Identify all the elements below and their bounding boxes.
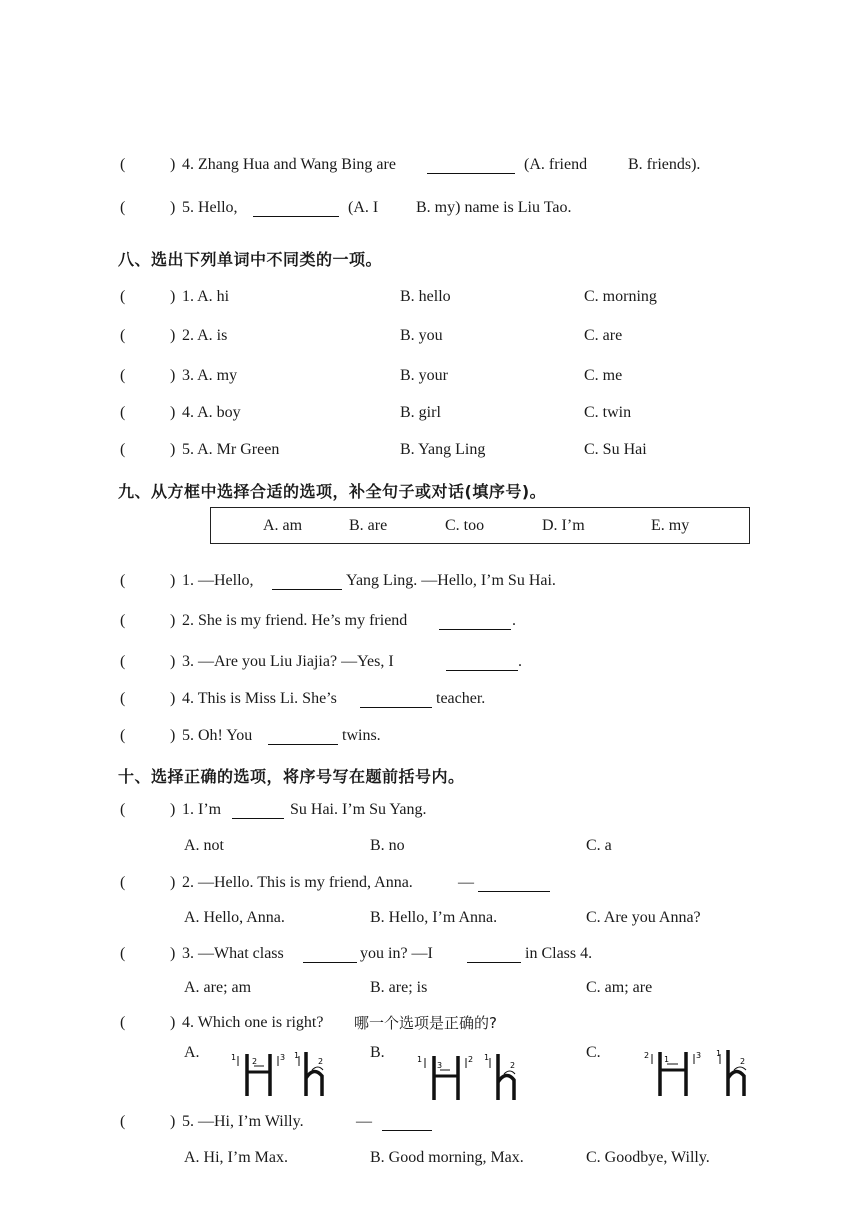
word-bank-option: C. too — [445, 517, 485, 534]
svg-text:1: 1 — [231, 1053, 237, 1062]
answer-paren-close: ) — [170, 1014, 176, 1031]
answer-blank[interactable] — [360, 691, 432, 708]
answer-blank[interactable] — [478, 875, 550, 892]
svg-text:2: 2 — [318, 1057, 324, 1066]
answer-paren-open: ( — [120, 653, 126, 670]
svg-text:1: 1 — [417, 1055, 423, 1064]
option-a: 3. A. my — [182, 367, 238, 384]
answer-blank[interactable] — [253, 200, 339, 217]
answer-paren-close: ) — [170, 367, 176, 384]
answer-paren-open: ( — [120, 690, 126, 707]
answer-paren-close: ) — [170, 1113, 176, 1130]
question-text: Su Hai. I’m Su Yang. — [290, 801, 427, 818]
answer-paren-close: ) — [170, 156, 176, 173]
answer-paren-close: ) — [170, 612, 176, 629]
letter-hh-stroke-figure-c — [640, 1046, 755, 1102]
option-c: C. Su Hai — [584, 441, 647, 458]
word-bank-option: B. are — [349, 517, 388, 534]
answer-blank[interactable] — [467, 946, 521, 963]
question-text: 3. —What class — [182, 945, 284, 962]
answer-paren-open: ( — [120, 404, 126, 421]
answer-paren-open: ( — [120, 801, 126, 818]
option-a: (A. I — [348, 199, 379, 216]
word-bank-box — [210, 507, 750, 544]
question-text: . — [518, 653, 522, 670]
answer-paren-close: ) — [170, 874, 176, 891]
answer-blank[interactable] — [268, 728, 338, 745]
answer-blank[interactable] — [382, 1114, 432, 1131]
option-a: A. Hi, I’m Max. — [184, 1149, 288, 1166]
question-text-cn: 哪一个选项是正确的? — [354, 1014, 497, 1032]
answer-paren-close: ) — [170, 327, 176, 344]
svg-text:3: 3 — [437, 1061, 443, 1070]
answer-paren-open: ( — [120, 327, 126, 344]
svg-text:2: 2 — [468, 1055, 474, 1064]
section-title: 十、选择正确的选项，将序号写在题前括号内。 — [118, 767, 465, 786]
option-a: 4. A. boy — [182, 404, 241, 421]
option-c: C. Goodbye, Willy. — [586, 1149, 710, 1166]
question-text: 5. —Hi, I’m Willy. — [182, 1113, 304, 1130]
question-text: in Class 4. — [525, 945, 593, 962]
section-title: 八、选出下列单词中不同类的一项。 — [118, 250, 383, 269]
answer-paren-close: ) — [170, 690, 176, 707]
answer-paren-open: ( — [120, 1014, 126, 1031]
answer-blank[interactable] — [427, 157, 515, 174]
option-b: B. girl — [400, 404, 441, 421]
option-a: A. are; am — [184, 979, 252, 996]
option-b: B. your — [400, 367, 448, 384]
dash: — — [458, 874, 474, 891]
question-text: Yang Ling. —Hello, I’m Su Hai. — [346, 572, 556, 589]
question-text: teacher. — [436, 690, 486, 707]
option-b: B. you — [400, 327, 443, 344]
option-b: B. Yang Ling — [400, 441, 486, 458]
question-text: 2. —Hello. This is my friend, Anna. — [182, 874, 413, 891]
question-text: 4. This is Miss Li. She’s — [182, 690, 337, 707]
option-c: C. Are you Anna? — [586, 909, 701, 926]
answer-paren-open: ( — [120, 727, 126, 744]
question-text: twins. — [342, 727, 381, 744]
svg-text:1: 1 — [484, 1053, 490, 1062]
answer-paren-close: ) — [170, 199, 176, 216]
svg-text:2: 2 — [740, 1057, 746, 1066]
svg-text:1: 1 — [716, 1049, 722, 1058]
question-text: 4. Which one is right? — [182, 1014, 324, 1031]
option-c: C. me — [584, 367, 623, 384]
option-c: C. twin — [584, 404, 632, 421]
answer-paren-open: ( — [120, 1113, 126, 1130]
answer-paren-open: ( — [120, 199, 126, 216]
option-a: 2. A. is — [182, 327, 228, 344]
svg-text:2: 2 — [510, 1061, 516, 1070]
question-text: 5. Oh! You — [182, 727, 253, 744]
answer-blank[interactable] — [272, 573, 342, 590]
option-b: B. no — [370, 837, 405, 854]
answer-paren-close: ) — [170, 288, 176, 305]
option-c: C. — [586, 1044, 601, 1061]
option-b: B. Good morning, Max. — [370, 1149, 524, 1166]
option-c: C. am; are — [586, 979, 653, 996]
option-a: A. not — [184, 837, 224, 854]
answer-paren-open: ( — [120, 367, 126, 384]
answer-paren-close: ) — [170, 945, 176, 962]
word-bank-option: E. my — [651, 517, 690, 534]
answer-blank[interactable] — [446, 654, 518, 671]
dash: — — [356, 1113, 372, 1130]
option-b: B. friends). — [628, 156, 701, 173]
answer-paren-open: ( — [120, 572, 126, 589]
answer-paren-close: ) — [170, 727, 176, 744]
option-c: C. are — [584, 327, 623, 344]
answer-blank[interactable] — [439, 613, 511, 630]
svg-text:1: 1 — [294, 1051, 300, 1060]
option-b: B. — [370, 1044, 385, 1061]
answer-paren-open: ( — [120, 874, 126, 891]
answer-paren-open: ( — [120, 288, 126, 305]
svg-text:3: 3 — [696, 1051, 702, 1060]
question-text: 3. —Are you Liu Jiajia? —Yes, I — [182, 653, 394, 670]
option-b: B. hello — [400, 288, 451, 305]
question-text: 1. I’m — [182, 801, 222, 818]
svg-text:2: 2 — [252, 1057, 258, 1066]
question-text: you in? —I — [360, 945, 433, 962]
option-a: 5. A. Mr Green — [182, 441, 280, 458]
option-c: C. a — [586, 837, 612, 854]
word-bank-option: D. I’m — [542, 517, 585, 534]
svg-text:1: 1 — [664, 1055, 670, 1064]
option-a: A. Hello, Anna. — [184, 909, 285, 926]
answer-blank[interactable] — [303, 946, 357, 963]
svg-text:3: 3 — [280, 1053, 286, 1062]
option-a: 1. A. hi — [182, 288, 230, 305]
answer-paren-close: ) — [170, 653, 176, 670]
letter-hh-stroke-figure-b — [412, 1050, 522, 1106]
option-b: B. my) name is Liu Tao. — [416, 199, 572, 216]
letter-hh-stroke-figure-a — [226, 1048, 326, 1104]
option-b: B. Hello, I’m Anna. — [370, 909, 498, 926]
question-text: . — [512, 612, 516, 629]
question-text: 1. —Hello, — [182, 572, 254, 589]
answer-paren-close: ) — [170, 441, 176, 458]
option-a: A. — [184, 1044, 200, 1061]
answer-paren-close: ) — [170, 801, 176, 818]
question-text: 4. Zhang Hua and Wang Bing are — [182, 156, 396, 173]
question-text: 2. She is my friend. He’s my friend — [182, 612, 408, 629]
section-title: 九、从方框中选择合适的选项，补全句子或对话(填序号)。 — [118, 482, 547, 501]
option-b: B. are; is — [370, 979, 428, 996]
answer-paren-open: ( — [120, 612, 126, 629]
question-text: 5. Hello, — [182, 199, 238, 216]
answer-blank[interactable] — [232, 802, 284, 819]
option-a: (A. friend — [524, 156, 588, 173]
option-c: C. morning — [584, 288, 657, 305]
answer-paren-open: ( — [120, 156, 126, 173]
answer-paren-close: ) — [170, 572, 176, 589]
answer-paren-close: ) — [170, 404, 176, 421]
svg-text:2: 2 — [644, 1051, 650, 1060]
word-bank-option: A. am — [263, 517, 303, 534]
answer-paren-open: ( — [120, 441, 126, 458]
answer-paren-open: ( — [120, 945, 126, 962]
